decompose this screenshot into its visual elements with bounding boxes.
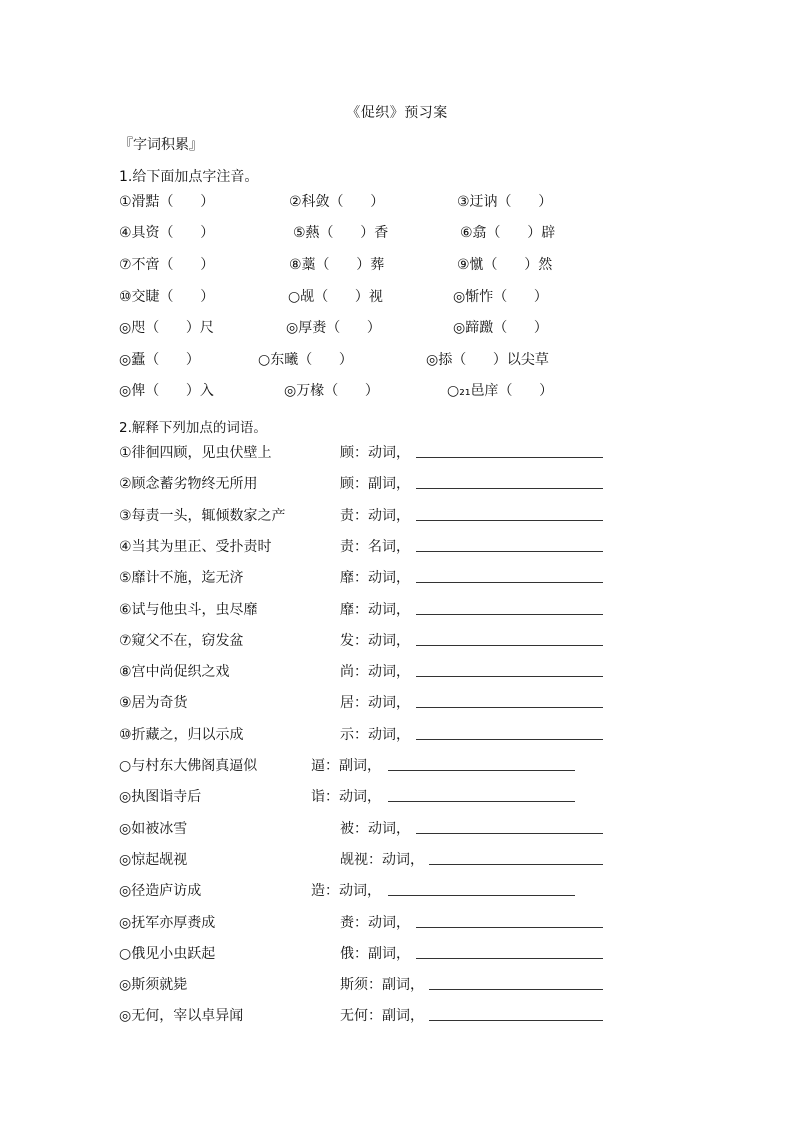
question-1-heading: 1.给下面加点字注音。 xyxy=(119,169,259,185)
pinyin-item[interactable]: ⑦不啻（ ） xyxy=(119,257,215,273)
pinyin-item[interactable]: ○东曦（ ） xyxy=(258,352,353,368)
pinyin-item[interactable]: ◎蹄躈（ ） xyxy=(453,320,548,336)
part-of-speech-label: 逼：副词， xyxy=(311,758,381,774)
answer-blank[interactable] xyxy=(416,739,603,740)
pinyin-row xyxy=(0,222,794,244)
example-sentence: ◎无何，宰以卓异闻 xyxy=(119,1008,244,1024)
part-of-speech-label: 靡：动词， xyxy=(340,570,410,586)
example-sentence: ③每责一头，辄倾数家之产 xyxy=(119,508,286,524)
definition-row xyxy=(0,661,794,683)
definition-row xyxy=(0,755,794,777)
definition-row xyxy=(0,567,794,589)
definition-row xyxy=(0,724,794,746)
answer-blank[interactable] xyxy=(416,614,603,615)
pinyin-item[interactable]: ◎俾（ ）入 xyxy=(119,383,214,399)
pinyin-item[interactable]: ○₂₁邑庠（ ） xyxy=(447,383,554,399)
pinyin-item[interactable]: ◎咫（ ）尺 xyxy=(119,320,214,336)
example-sentence: ◎抚军亦厚赉成 xyxy=(119,915,216,931)
part-of-speech-label: 造：动词， xyxy=(311,883,381,899)
example-sentence: ◎执图诣寺后 xyxy=(119,789,202,805)
part-of-speech-label: 示：动词， xyxy=(340,727,410,743)
pinyin-item[interactable]: ◎万椽（ ） xyxy=(284,383,379,399)
pinyin-row xyxy=(0,254,794,276)
pinyin-row xyxy=(0,380,794,402)
part-of-speech-label: 尚：动词， xyxy=(340,664,410,680)
example-sentence: ◎斯须就毙 xyxy=(119,977,188,993)
answer-blank[interactable] xyxy=(388,895,575,896)
answer-blank[interactable] xyxy=(388,770,575,771)
pinyin-item[interactable]: ○觇（ ）视 xyxy=(288,289,383,305)
pinyin-item[interactable]: ◎蠹（ ） xyxy=(119,352,200,368)
example-sentence: ◎惊起觇视 xyxy=(119,852,188,868)
part-of-speech-label: 诣：动词， xyxy=(311,789,381,805)
answer-blank[interactable] xyxy=(429,1020,603,1021)
example-sentence: ○与村东大佛阁真逼似 xyxy=(119,758,258,774)
example-sentence: ⑦窥父不在，窃发盆 xyxy=(119,633,244,649)
pinyin-item[interactable]: ⑩交睫（ ） xyxy=(119,289,215,305)
answer-blank[interactable] xyxy=(416,520,603,521)
part-of-speech-label: 无何：副词， xyxy=(340,1008,424,1024)
part-of-speech-label: 责：名词， xyxy=(340,539,410,555)
definition-row xyxy=(0,442,794,464)
definition-row xyxy=(0,692,794,714)
pinyin-item[interactable]: ③迂讷（ ） xyxy=(457,194,553,210)
answer-blank[interactable] xyxy=(429,864,603,865)
definition-row xyxy=(0,630,794,652)
example-sentence: ◎径造庐访成 xyxy=(119,883,202,899)
pinyin-item[interactable]: ②科敛（ ） xyxy=(289,194,385,210)
definition-row xyxy=(0,786,794,808)
question-2-heading: 2.解释下列加点的词语。 xyxy=(119,420,267,436)
pinyin-row xyxy=(0,349,794,371)
part-of-speech-label: 顾：副词， xyxy=(340,476,410,492)
example-sentence: ⑧宫中尚促织之戏 xyxy=(119,664,230,680)
definition-row xyxy=(0,974,794,996)
example-sentence: ○俄见小虫跃起 xyxy=(119,946,216,962)
pinyin-item[interactable]: ◎惭怍（ ） xyxy=(453,289,548,305)
part-of-speech-label: 责：动词， xyxy=(340,508,410,524)
answer-blank[interactable] xyxy=(429,989,603,990)
answer-blank[interactable] xyxy=(416,958,603,959)
pinyin-item[interactable]: ④具资（ ） xyxy=(119,225,215,241)
definition-row xyxy=(0,943,794,965)
definition-row xyxy=(0,912,794,934)
pinyin-item[interactable]: ⑨憱（ ）然 xyxy=(457,257,553,273)
pinyin-item[interactable]: ◎掭（ ）以尖草 xyxy=(426,352,549,368)
example-sentence: ⑤靡计不施，迄无济 xyxy=(119,570,244,586)
definition-row xyxy=(0,849,794,871)
pinyin-row xyxy=(0,286,794,308)
definition-row xyxy=(0,818,794,840)
example-sentence: ①徘徊四顾，见虫伏壁上 xyxy=(119,445,272,461)
example-sentence: ⑥试与他虫斗，虫尽靡 xyxy=(119,602,258,618)
pinyin-item[interactable]: ⑥翕（ ）辟 xyxy=(460,225,556,241)
example-sentence: ②顾念蓄劣物终无所用 xyxy=(119,476,258,492)
example-sentence: ⑩折藏之，归以示成 xyxy=(119,727,244,743)
answer-blank[interactable] xyxy=(416,707,603,708)
definition-row xyxy=(0,880,794,902)
pinyin-row xyxy=(0,191,794,213)
answer-blank[interactable] xyxy=(416,582,603,583)
part-of-speech-label: 赉：动词， xyxy=(340,915,410,931)
answer-blank[interactable] xyxy=(416,488,603,489)
section-heading: 『字词积累』 xyxy=(119,137,203,153)
pinyin-item[interactable]: ①滑黠（ ） xyxy=(119,194,215,210)
example-sentence: ◎如被冰雪 xyxy=(119,821,188,837)
answer-blank[interactable] xyxy=(416,645,603,646)
definition-row xyxy=(0,473,794,495)
part-of-speech-label: 发：动词， xyxy=(340,633,410,649)
part-of-speech-label: 居：动词， xyxy=(340,695,410,711)
pinyin-item[interactable]: ⑧藁（ ）葬 xyxy=(289,257,385,273)
part-of-speech-label: 顾：动词， xyxy=(340,445,410,461)
example-sentence: ⑨居为奇货 xyxy=(119,695,188,711)
part-of-speech-label: 被：动词， xyxy=(340,821,410,837)
pinyin-item[interactable]: ⑤爇（ ）香 xyxy=(293,225,389,241)
definition-row xyxy=(0,505,794,527)
pinyin-item[interactable]: ◎厚赉（ ） xyxy=(286,320,381,336)
definition-row xyxy=(0,536,794,558)
answer-blank[interactable] xyxy=(388,801,575,802)
part-of-speech-label: 觇视：动词， xyxy=(340,852,424,868)
definition-row xyxy=(0,1005,794,1027)
part-of-speech-label: 靡：动词， xyxy=(340,602,410,618)
page-title: 《促织》预习案 xyxy=(346,105,448,121)
part-of-speech-label: 斯须：副词， xyxy=(340,977,424,993)
answer-blank[interactable] xyxy=(416,927,603,928)
answer-blank[interactable] xyxy=(416,551,603,552)
answer-blank[interactable] xyxy=(416,676,603,677)
part-of-speech-label: 俄：副词， xyxy=(340,946,410,962)
answer-blank[interactable] xyxy=(416,833,603,834)
definition-row xyxy=(0,599,794,621)
example-sentence: ④当其为里正、受扑责时 xyxy=(119,539,272,555)
answer-blank[interactable] xyxy=(416,457,603,458)
pinyin-row xyxy=(0,317,794,339)
